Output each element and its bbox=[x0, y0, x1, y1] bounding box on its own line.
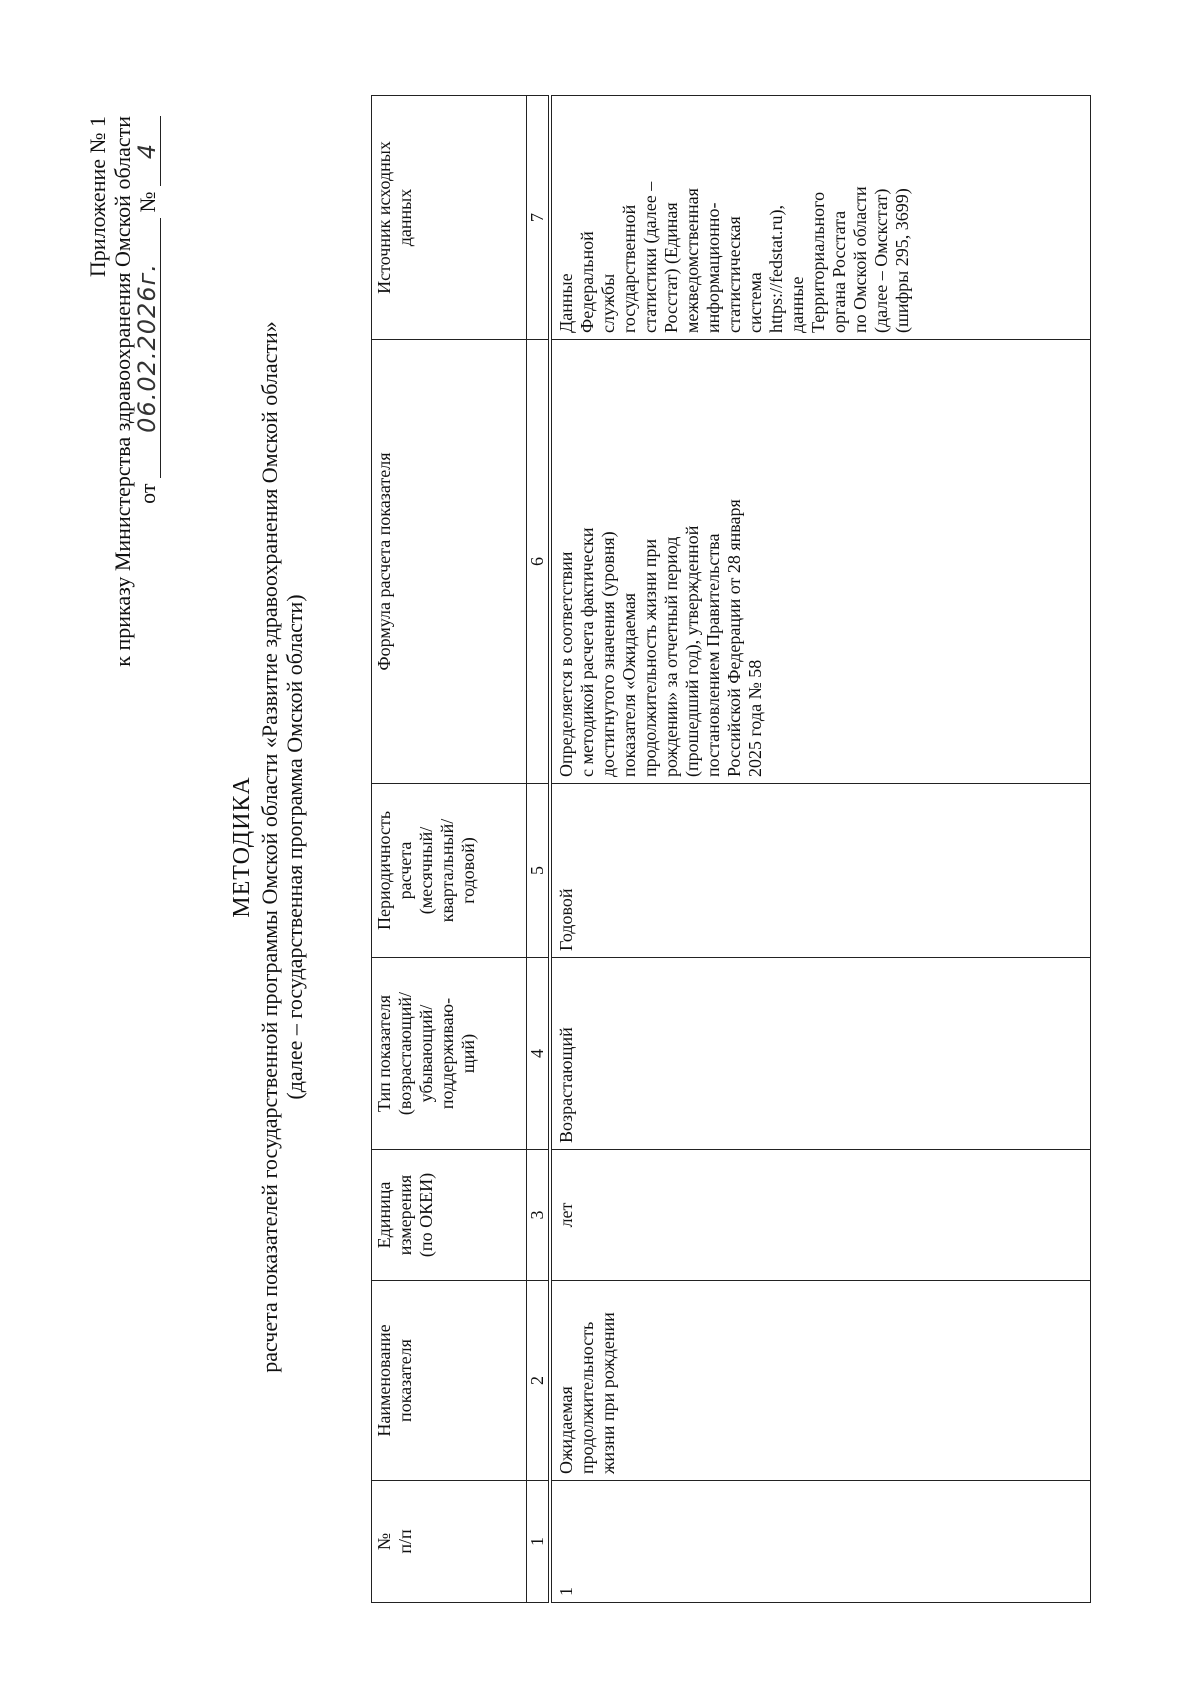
column-header: № п/п bbox=[372, 1481, 527, 1603]
order-date: 06.02.2026г. bbox=[135, 218, 161, 478]
column-header: Формула расчета показателя bbox=[372, 340, 527, 784]
column-number: 6 bbox=[527, 340, 551, 784]
number-prefix: № bbox=[135, 191, 160, 213]
indicator-name: Ожидаемая продолжительность жизни при рождении bbox=[550, 1281, 1091, 1481]
column-header: Периодичность расчета (месячный/ квартальный/ годовой) bbox=[372, 784, 527, 958]
document-title bbox=[230, 147, 307, 1547]
indicator-unit: лет bbox=[550, 1150, 1091, 1281]
column-header: Тип показателя (возрастающий/ убывающий/ поддерживаю- щий) bbox=[372, 958, 527, 1150]
column-number: 5 bbox=[527, 784, 551, 958]
appendix-header bbox=[85, 116, 161, 876]
indicator-period: Годовой bbox=[550, 784, 1091, 958]
column-number: 1 bbox=[527, 1481, 551, 1603]
title-line-2: (далее – государственная программа Омской области) bbox=[282, 594, 307, 1100]
column-number: 3 bbox=[527, 1150, 551, 1281]
title-main: МЕТОДИКА bbox=[229, 776, 255, 918]
column-number: 4 bbox=[527, 958, 551, 1150]
order-reference: к приказу Министерства здравоохранения Омской области bbox=[110, 116, 135, 667]
date-prefix: от bbox=[135, 483, 160, 504]
column-number-row bbox=[527, 96, 551, 1603]
column-number: 7 bbox=[527, 96, 551, 340]
indicator-formula: Определяется в соответствии с методикой расчета фактически достигнутого значения (уровня) показателя «Ожидаемая продолжительность жизни при рождении» за отчетный период (прошедший год), утвержденной постановлением Правительства Российской Федерации от 28 января 2025 года № 58 bbox=[550, 340, 1091, 784]
indicator-source: Данные Федеральной службы государственной статистики (далее – Росстат) (Единая межведомственная информационно- статистическая система https://fedstat.ru), данные Территориального органа Росстата по Омской области (далее – Омскстат) (шифры 295, 3699) bbox=[550, 96, 1091, 340]
row-number: 1 bbox=[550, 1481, 1091, 1603]
appendix-label: Приложение № 1 bbox=[85, 116, 110, 278]
column-header: Источник исходных данных bbox=[372, 96, 527, 340]
order-number: 4 bbox=[135, 116, 161, 186]
column-header: Наименование показателя bbox=[372, 1281, 527, 1481]
indicator-type: Возрастающий bbox=[550, 958, 1091, 1150]
title-line-1: расчета показателей государственной программы Омской области «Развитие здравоохранения Омской области» bbox=[257, 321, 282, 1373]
column-header: Единица измерения (по ОКЕИ) bbox=[372, 1150, 527, 1281]
table-row bbox=[550, 96, 1091, 1603]
table-header-row bbox=[372, 96, 527, 1603]
order-date-line bbox=[135, 116, 161, 876]
column-number: 2 bbox=[527, 1281, 551, 1481]
methodology-table bbox=[371, 95, 1091, 1603]
